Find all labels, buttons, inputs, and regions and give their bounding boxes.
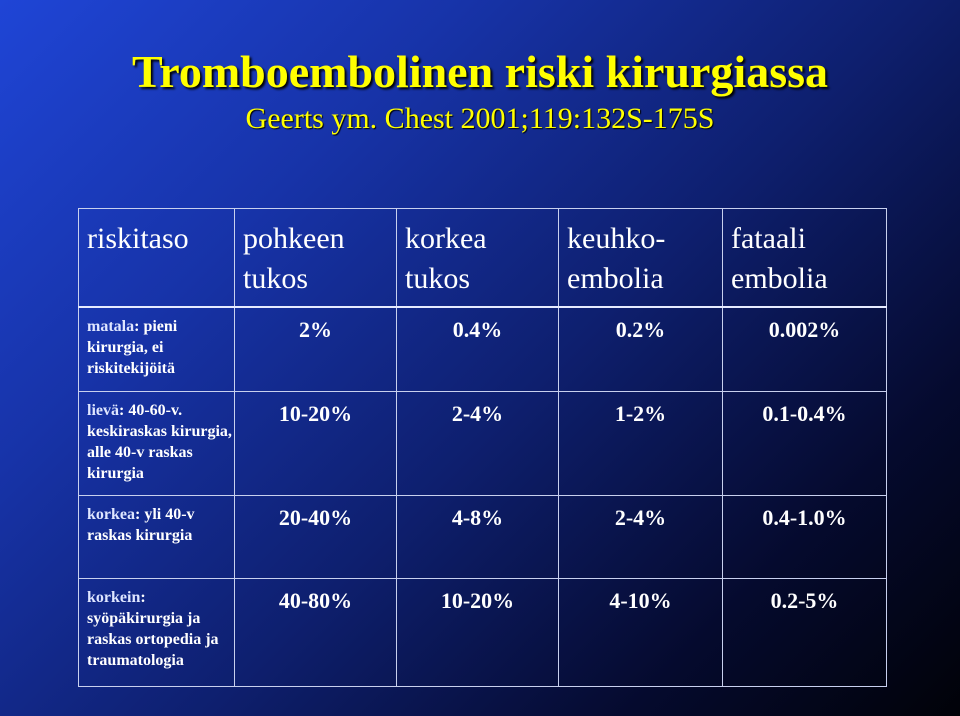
- risk-level-description: : 40-60-v. keskiraskas kirurgia, alle 40-v raskas kirurgia: [87, 402, 232, 482]
- risk-level-keyword: matala: [87, 317, 135, 335]
- value-keuhkoembolia: 1-2%: [559, 392, 723, 496]
- table-row: [79, 579, 887, 687]
- value-keuhkoembolia: 0.2%: [559, 307, 723, 392]
- value-korkea-tukos: 2-4%: [397, 392, 559, 496]
- header-row: [79, 209, 887, 307]
- header-pohkeen-tukos: [235, 209, 397, 307]
- value-fataali-embolia: 0.4-1.0%: [723, 496, 887, 579]
- risk-level-description: : pieni kirurgia, ei riskitekijöitä: [87, 317, 178, 377]
- risk-level-cell: [79, 307, 235, 392]
- header-line: fataali: [731, 222, 806, 255]
- risk-level-description: : syöpäkirurgia ja raskas ortopedia ja traumatologia: [87, 589, 219, 669]
- slide-subtitle: Geerts ym. Chest 2001;119:132S-175S: [245, 102, 715, 135]
- slide-title: Tromboembolinen riski kirurgiassa: [131, 46, 829, 97]
- risk-level-cell: [79, 392, 235, 496]
- risk-table: [78, 208, 887, 687]
- value-korkea-tukos: 4-8%: [397, 496, 559, 579]
- header-line: korkea: [405, 222, 487, 255]
- risk-level-keyword: lievä: [87, 402, 119, 419]
- value-pohkeen-tukos: 20-40%: [235, 496, 397, 579]
- header-line: pohkeen: [243, 222, 345, 255]
- value-keuhkoembolia: 2-4%: [559, 496, 723, 579]
- value-fataali-embolia: 0.002%: [723, 307, 887, 392]
- value-fataali-embolia: 0.2-5%: [723, 579, 887, 687]
- table-row: [79, 392, 887, 496]
- risk-level-keyword: korkein: [87, 589, 141, 606]
- header-korkea-tukos: [397, 209, 559, 307]
- header-keuhkoembolia: [559, 209, 723, 307]
- table-row: [79, 307, 887, 392]
- header-line: tukos: [405, 262, 471, 295]
- value-korkea-tukos: 0.4%: [397, 307, 559, 392]
- header-fataali-embolia: [723, 209, 887, 307]
- risk-level-description: : yli 40-v raskas kirurgia: [87, 506, 195, 544]
- value-fataali-embolia: 0.1-0.4%: [723, 392, 887, 496]
- risk-level-cell: [79, 496, 235, 579]
- table-row: [79, 496, 887, 579]
- value-pohkeen-tukos: 40-80%: [235, 579, 397, 687]
- value-pohkeen-tukos: 10-20%: [235, 392, 397, 496]
- risk-level-keyword: korkea: [87, 506, 135, 523]
- value-pohkeen-tukos: 2%: [235, 307, 397, 392]
- header-line: tukos: [243, 262, 309, 295]
- value-keuhkoembolia: 4-10%: [559, 579, 723, 687]
- risk-level-cell: [79, 579, 235, 687]
- header-line: embolia: [731, 262, 828, 295]
- value-korkea-tukos: 10-20%: [397, 579, 559, 687]
- header-line: embolia: [567, 262, 664, 295]
- header-line: riskitaso: [87, 222, 189, 255]
- header-riskitaso: [79, 209, 235, 307]
- header-line: keuhko-: [567, 222, 666, 255]
